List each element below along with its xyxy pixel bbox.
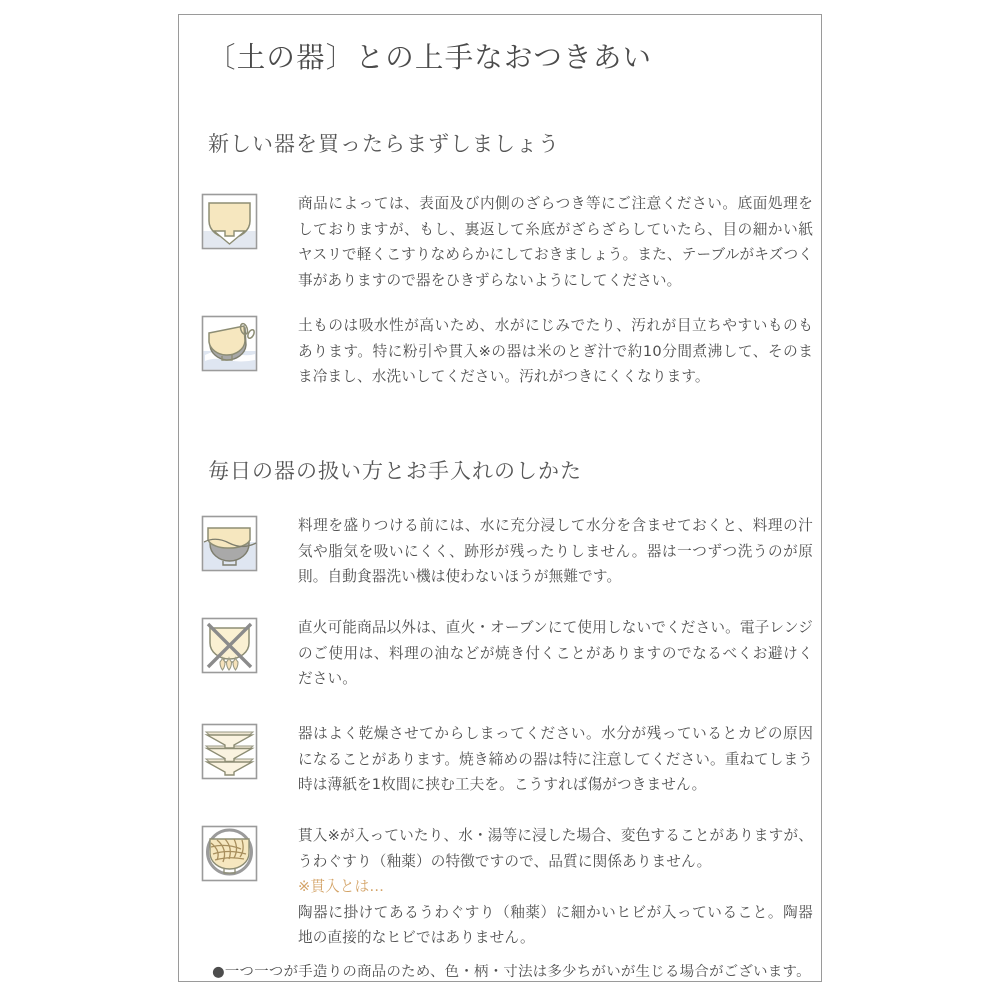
footer-note: ●一つ一つが手造りの商品のため、色・柄・寸法は多少ちがいが生じる場合がございます。 [212,964,811,980]
care-item-6-text-block [298,823,813,951]
bowl-sandpaper-icon [201,193,258,250]
care-item-2-text: 土ものは吸水性が高いため、水がにじみでたり、汚れが目立ちやすいものもあります。特に粉引や貫入※の器は米のとぎ汁で約10分間煮沸して、そのまま冷まし、水洗いしてください。汚れがつきにくくなります。 [298,317,813,385]
stacked-bowls-with-paper-icon [201,723,258,780]
care-item-5-text: 器はよく乾燥させてからしまってください。水分が残っているとカビの原因になることがあります。焼き締めの器は特に注意してください。重ねてしまう時は薄紙を1枚間に挟む工夫を。こうすれば傷がつきません。 [298,725,813,793]
care-item-1-text: 商品によっては、表面及び内側のざらつき等にご注意ください。底面処理をしておりますが、もし、裏返して糸底がざらざらしていたら、目の細かい紙ヤスリで軽くこすりなめらかにしておきましょう。また、テーブルがキズつく事がありますので器をひきずらないようにしてください。 [298,195,813,289]
care-item-4-text: 直火可能商品以外は、直火・オーブンにて使用しないでください。電子レンジのご使用は、料理の油などが焼き付くことがありますのでなるべくお避けください。 [298,619,813,687]
section-heading-1: 新しい器を買ったらまずしましょう [208,132,560,156]
section-heading-2: 毎日の器の扱い方とお手入れのしかた [208,459,582,483]
crackle-glaze-magnifier-icon [201,825,258,882]
page-title: 〔土の器〕との上手なおつきあい [207,41,653,74]
kannyu-note-label: ※貫入とは… [298,878,385,895]
care-item-3-text: 料理を盛りつける前には、水に充分浸して水分を含ませておくと、料理の汁気や脂気を吸いにくく、跡形が残ったりしません。器は一つずつ洗うのが原則。自動食器洗い機は使わないほうが無難です。 [298,517,813,585]
bowl-soaking-in-water-icon [201,515,258,572]
document-sheet [178,14,822,982]
bowl-boiling-rice-water-icon [201,315,258,372]
no-direct-flame-icon [201,617,258,674]
care-item-6-text-line1: 貫入※が入っていたり、水・湯等に浸した場合、変色することがありますが、うわぐすり（釉薬）の特徴ですので、品質に関係ありません。 [298,827,813,870]
care-item-6-text-line2: 陶器に掛けてあるうわぐすり（釉薬）に細かいヒビが入っていること。陶器地の直接的なヒビではありません。 [298,903,813,946]
